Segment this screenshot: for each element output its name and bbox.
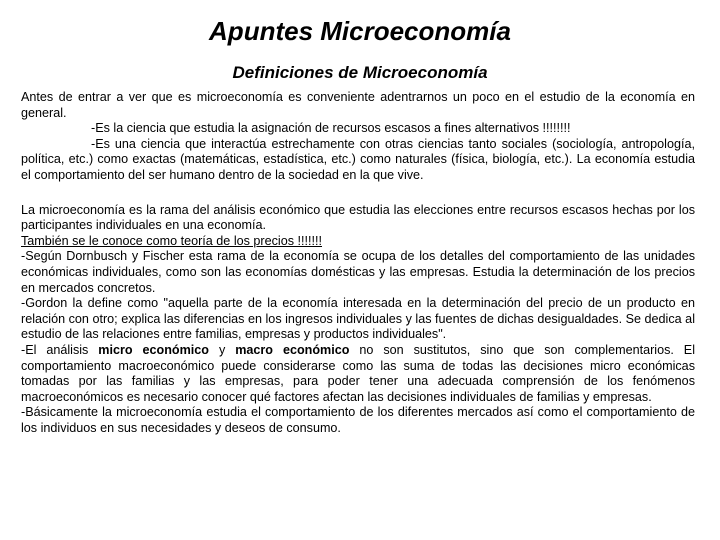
gordon-paragraph: -Gordon la define como "aquella parte de la economía interesada en la determinación del precio de un producto en relación con otro; explica las diferencias en los ingresos individuales y las fuentes de dichas desigualdades. Se dedica al estudio de las relaciones entre familias, empresas y productos individuales". xyxy=(21,296,695,342)
summary-paragraph: -Básicamente la microeconomía estudia el comportamiento de los diferentes mercados así como el comportamiento de los individuos en sus necesidades y deseos de consumo. xyxy=(21,405,695,435)
micro-macro-paragraph xyxy=(21,343,695,405)
document-body xyxy=(21,90,695,436)
micro-economic-bold: micro económico xyxy=(98,342,210,357)
page-title: Apuntes Microeconomía xyxy=(209,16,511,46)
micro-macro-text-d: no son sustitutos, sino que son complementarios. El comportamiento macroeconómico puede considerarse como las suma de todas las decisiones micro económicas tomadas por las familias y las empresas, para poder tener una adecuada comprensión de los fenómenos macroeconómicos es necesario conocer qué factores afectan las decisiones individuales de familias y empresas. xyxy=(21,342,696,404)
definition-scarcity: -Es la ciencia que estudia la asignación de recursos escasos a fines alternativos !!!!!!!! xyxy=(91,121,571,136)
microeconomics-definition: La microeconomía es la rama del análisis económico que estudia las elecciones entre recursos escasos hechas por los participantes individuales en una economía. xyxy=(21,202,695,233)
dornbusch-fischer-paragraph: -Según Dornbusch y Fischer esta rama de la economía se ocupa de los detalles del comportamiento de las unidades económicas individuales, como son las economías domésticas y las empresas. Estudia la determinación de los precios en mercados concretos. xyxy=(21,249,695,295)
price-theory-note xyxy=(21,234,695,250)
micro-macro-text-c: y xyxy=(209,342,236,357)
paragraph-spacer xyxy=(21,184,695,203)
micro-macro-text-a: -El análisis xyxy=(21,342,99,357)
intro-paragraph: Antes de entrar a ver que es microeconomía es conveniente adentrarnos un poco en el estudio de la economía en general. xyxy=(21,90,695,120)
section-heading: Definiciones de Microeconomía xyxy=(232,63,488,82)
definition-interdisciplinary: -Es una ciencia que interactúa estrechamente con otras ciencias tanto sociales (sociología, antropología, política, etc.) como exactas (matemáticas, estadística, etc.) como naturales (física, biología, etc.). La economía estudia el comportamiento del ser humano dentro de la sociedad en la que vive. xyxy=(21,136,695,182)
price-theory-underlined: También se le conoce como teoría de los precios !!!!!!! xyxy=(21,233,323,248)
macro-economic-bold: macro económico xyxy=(235,342,350,357)
